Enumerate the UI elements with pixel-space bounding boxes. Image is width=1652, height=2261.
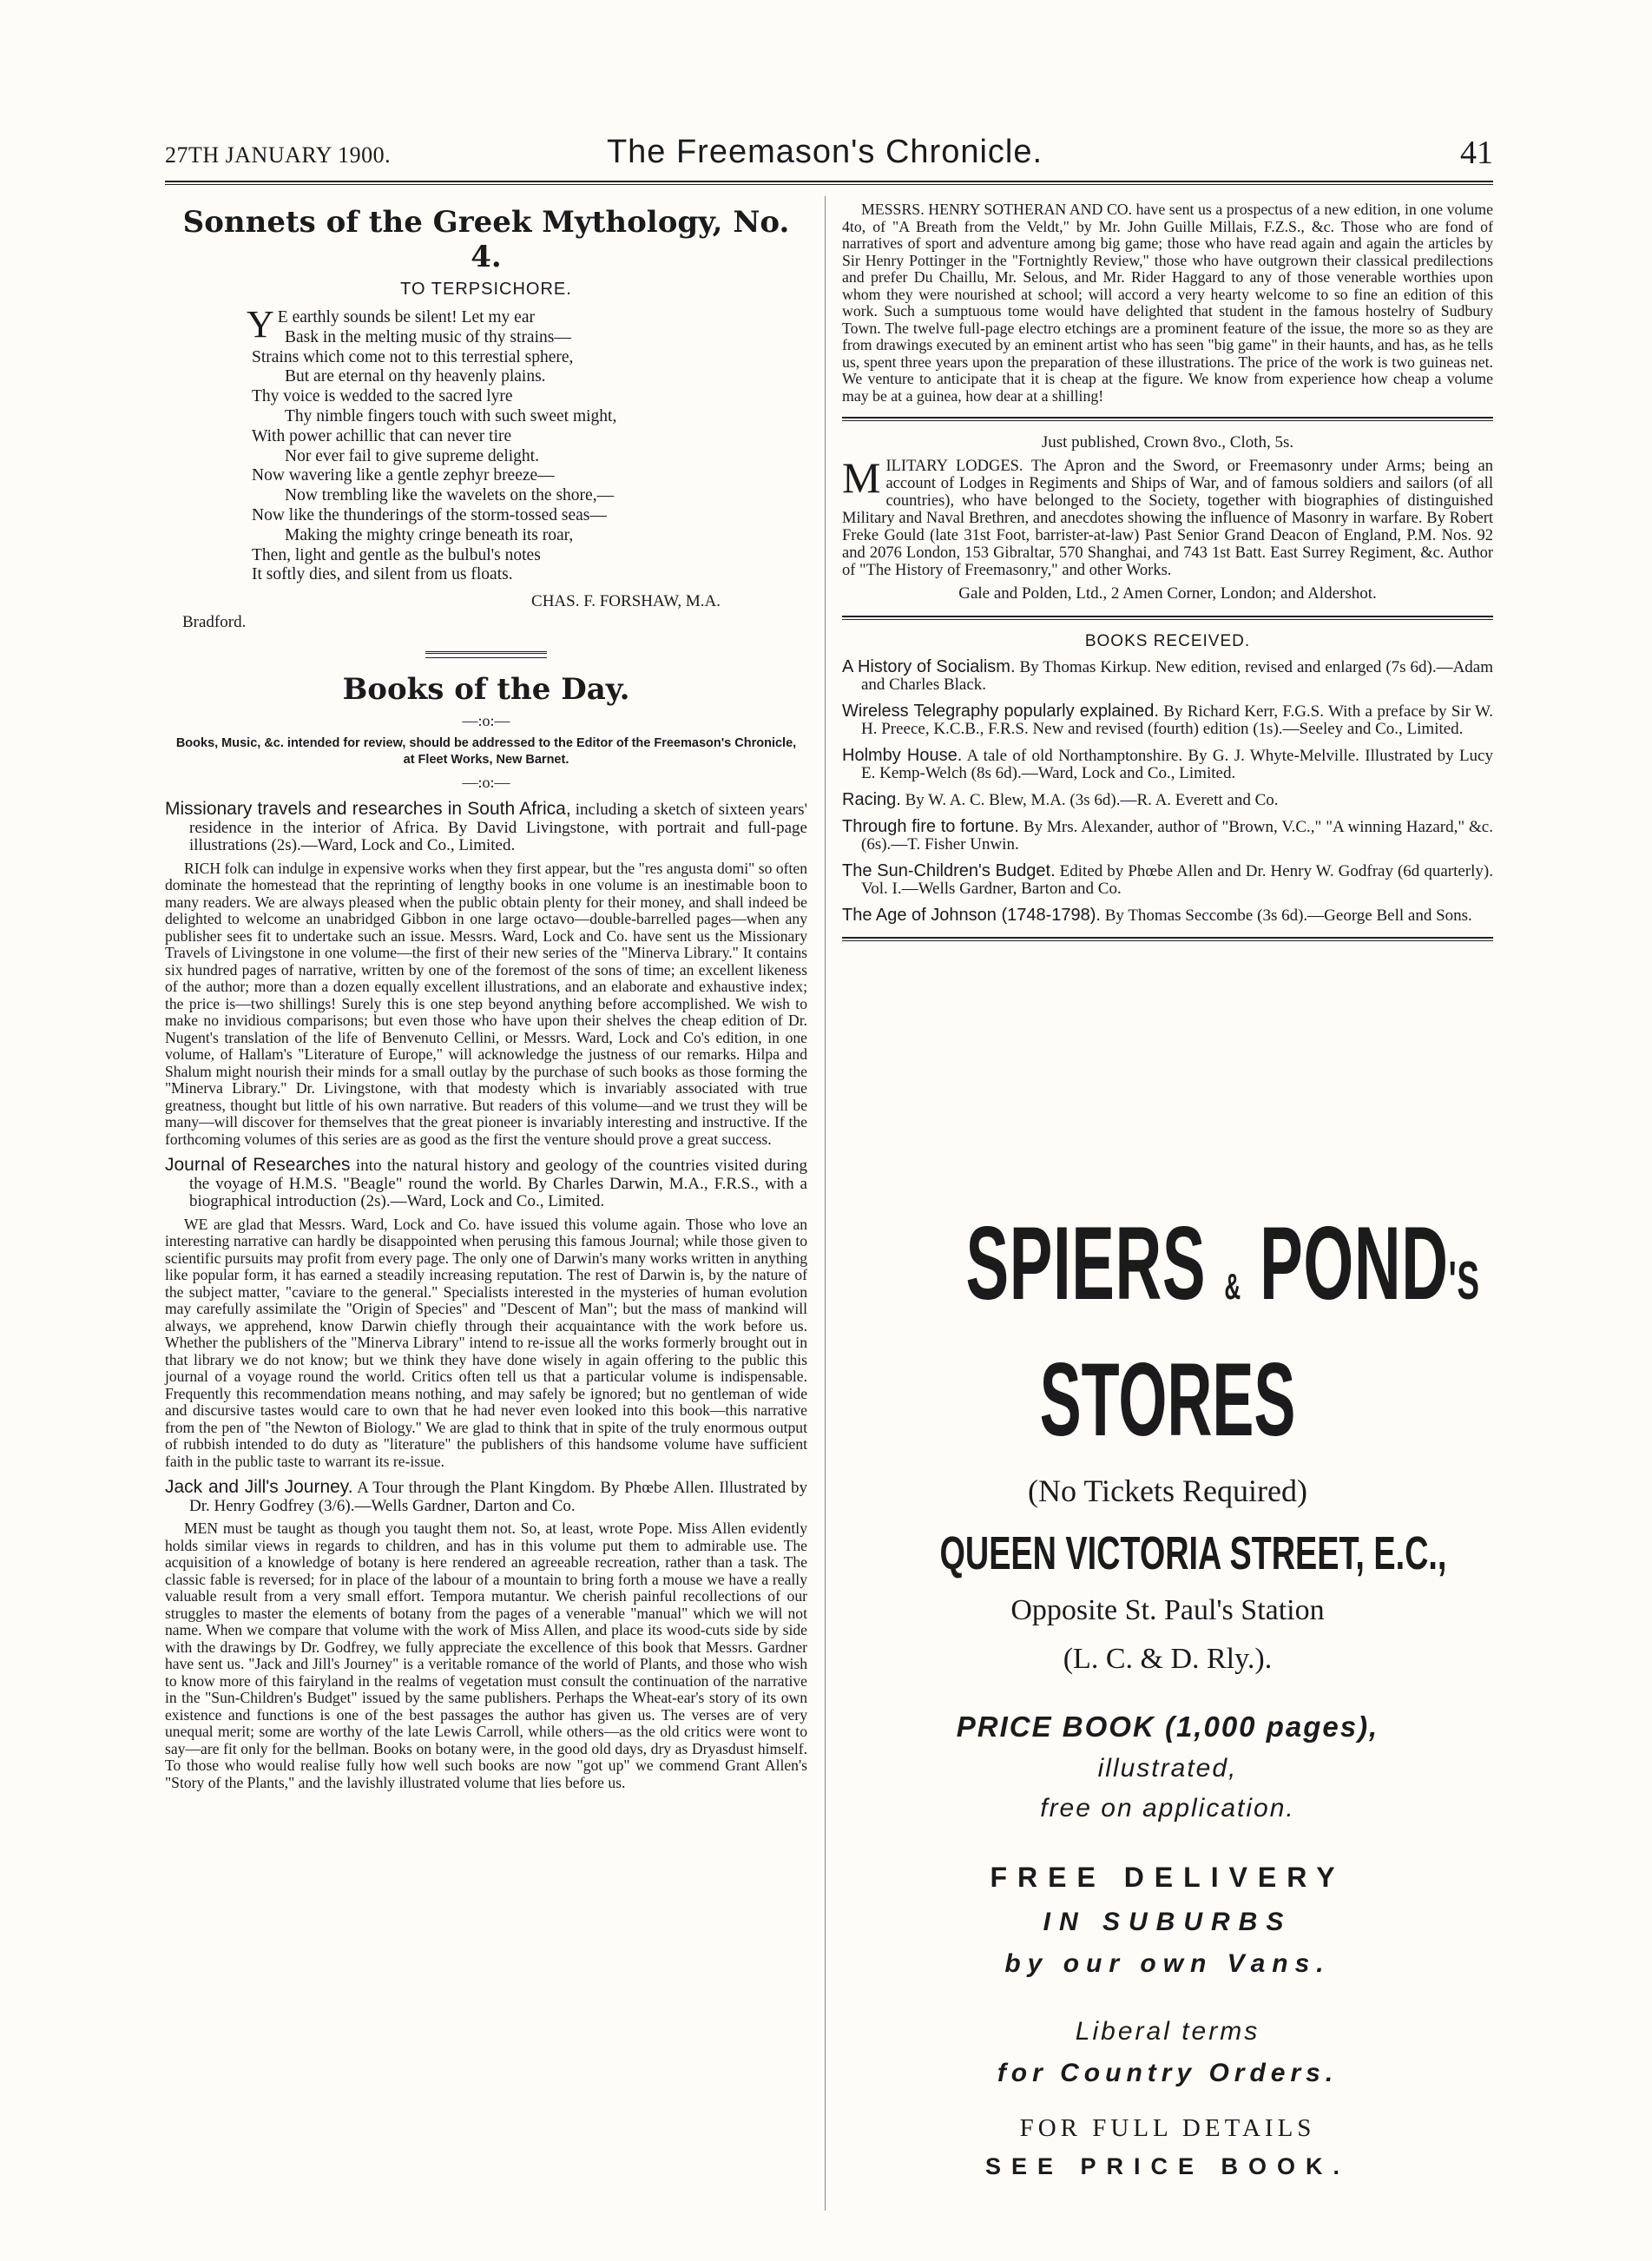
section-rule [842,937,1493,941]
ad-railway: (L. C. & D. Rly.). [1063,1643,1273,1675]
ad-street: QUEEN VICTORIA STREET, E.C., [939,1527,1447,1579]
poem-line: E earthly sounds be silent! Let my ear [277,308,535,326]
section-rule [842,417,1493,421]
ad-country-orders: for Country Orders. [997,2059,1339,2087]
books-received-item [842,862,1493,898]
military-publisher: Gale and Polden, Ltd., 2 Amen Corner, London; and Aldershot. [958,584,1377,603]
review-entry-jack-jill [165,1479,807,1515]
column-divider [825,196,826,2211]
section-rule [842,616,1493,620]
book-title: Racing. [842,790,901,809]
ad-brand [965,1205,1480,1339]
review-entry-details: including a sketch of sixteen years' residence in the interior of Africa. By David Livingstone, with portrait and full-page illustrations (2s).—Ward, Lock and Co., Limited. [189,801,807,855]
book-title: Wireless Telegraphy popularly explained. [842,702,1159,721]
poem-line: With power achillic that can never tire [252,426,512,445]
review-entry-details: A Tour through the Plant Kingdom. By Phœbe Allen. Illustrated by Dr. Henry Godfrey (3/6).—Wells Gardner, Darton and Co. [189,1479,807,1515]
books-received-list [842,658,1493,925]
books-received-item [842,702,1493,738]
sonnet-poem [247,303,807,585]
header-rule [165,181,1493,185]
books-received-item [842,906,1493,925]
ad-see-price-book: SEE PRICE BOOK. [984,2153,1351,2179]
poem-line: Now trembling like the wavelets on the shore,— [285,486,615,505]
page-header [165,132,1493,184]
book-title: The Sun-Children's Budget. [842,861,1056,880]
review-paragraph: WE are glad that Messrs. Ward, Lock and Co. have issued this volume again. Those who love an interesting narrative can hardly be disappointed when perusing this famous Journal; while those given to scientific pursuits may profit from every page. The only one of Darwin's many works written in anything like popular form, it has earned a steadily increasing reputation. The rest of Darwin is, by the nature of the subject matter, "caviare to the general." Specialists interested in the mysteries of human evolution may carefully assimilate the "Origin of Species" and "Descent of Man"; but the mass of mankind will always, we apprehend, know Darwin chiefly through their acquaintance with the work before us. Whether the publishers of the "Minerva Library" intend to re-issue all the works formerly brought out in that library we do not know; but we think they have done wisely in again offering to the public this journal of a voyage round the world. Critics often tell us that a particular volume is indispensable. Frequently this recommendation means nothing, and may safely be ignored; but no gentleman of wide and discursive tastes would care to own that he had never even looked into this book—this narrative from the pen of "the Newton of Biology." We are glad to think that in spite of the truly enormous output of rubbish intended to do duty as "literature" the publishers of this handsome volume have sufficient faith in the public taste to warrant its re-issue. [165,1215,807,1470]
books-received-title: BOOKS RECEIVED. [1084,632,1251,650]
poem-line: Making the mighty cringe beneath its roar, [285,525,574,544]
sonnet-dropcap: Y [247,303,274,346]
review-entry-livingstone [165,801,807,855]
book-details: A tale of old Northamptonshire. By G. J. Whyte-Melville. Illustrated by Lucy E. Kemp-Welch (8s 6d).—Ward, Lock and Co., Limited. [861,747,1493,782]
military-dropcap: M [842,453,881,502]
spiers-pond-advertisement [842,1205,1493,2180]
issue-date: 27TH JANUARY 1900. [165,142,392,168]
separator: —:o:— [462,712,510,730]
poem-line: Thy nimble fingers touch with such sweet might, [285,406,617,425]
ad-brand-possessive: 'S [1448,1251,1480,1311]
poem-line: Now like the thunderings of the storm-tossed seas— [252,505,607,524]
book-title: The Age of Johnson (1748-1798). [842,906,1101,925]
separator: —:o:— [462,774,510,792]
poem-line: But are eternal on thy heavenly plains. [285,367,546,386]
military-published: Just published, Crown 8vo., Cloth, 5s. [1041,433,1294,452]
book-details: By Thomas Kirkup. New edition, revised and enlarged (7s 6d).—Adam and Charles Black. [861,658,1493,694]
ad-price-book: PRICE BOOK (1,000 pages), [956,1711,1379,1743]
poem-line: Strains which come not to this terrestial sphere, [252,347,574,366]
books-received-item [842,747,1493,782]
book-details: By Richard Kerr, F.G.S. With a preface by Sir W. H. Preece, K.C.B., F.R.S. New and revised (fourth) edition (1s).—Seeley and Co., Limited. [861,702,1493,738]
books-received-item [842,658,1493,694]
ad-vans: by our own Vans. [1004,1949,1331,1978]
ad-illustrated: illustrated, [1097,1754,1238,1783]
review-entry-title: Journal of Researches [165,1155,351,1176]
review-entry-darwin [165,1157,807,1211]
books-received-item [842,791,1493,809]
poem-line: Bask in the melting music of thy strains— [285,327,571,346]
books-received-item [842,818,1493,854]
poem-line: Now wavering like a gentle zephyr breeze— [252,466,555,485]
ad-opposite: Opposite St. Paul's Station [1010,1594,1325,1626]
ad-free-delivery: FREE DELIVERY [990,1862,1346,1893]
review-entry-details: into the natural history and geology of the countries visited during the voyage of H.M.S. "Beagle" round the world. By Charles Darwin, M.A., F.R.S., with a biographical introduction (2s).—Ward, Lock and Co., Limited. [189,1157,807,1211]
book-details: Edited by Phœbe Allen and Dr. Henry W. Godfray (6d quarterly). Vol. I.—Wells Gardner, Barton and Co. [861,862,1493,898]
book-title: Holmby House. [842,746,963,765]
ad-liberal-terms: Liberal terms [1075,2017,1260,2046]
book-details: By Thomas Seccombe (3s 6d).—George Bell and Sons. [1101,906,1472,925]
military-lodges-notice [842,453,1493,579]
books-of-day-title: Books of the Day. [342,672,630,708]
ad-brand-amp: & [1224,1266,1241,1307]
left-column [165,196,807,1798]
sonnet-author: CHAS. F. FORSHAW, M.A. [531,592,721,611]
review-paragraph: RICH folk can indulge in expensive works when they first appear, but the "res angusta domi" so often dominate the homestead that the reprinting of lengthy books in one volume is an inestimable boon to many readers. We are always pleased when the public obtain plenty for their money, and shall indeed be delighted to welcome an unabridged Gibbon in one large octavo—double-barrelled pages—when any publisher sees fit to undertake such an issue. Messrs. Ward, Lock and Co. have sent us the Missionary Travels of Livingstone in one volume—the first of their new series of the "Minerva Library." It contains six hundred pages of narrative, written by one of the foremost of the sons of time; an excellent likeness of the author; more than a dozen equally excellent illustrations, and an elaborate and exhaustive index; the price is—two shillings! Surely this is one step beyond anything before accomplished. We wish to make no invidious comparisons; but even those who have upon their shelves the cheap edition of Dr. Nugent's translation of the life of Benvenuto Cellini, or Messrs. Ward, Lock and Co's edition, in one volume, of Hallam's "Literature of Europe," will acknowledge the justness of our remarks. Hilpa and Shalum might nourish their minds for a small outlay by the purchase of such books as those forming the "Minerva Library." Dr. Livingstone, with that modesty which is invariably associated with true greatness, thought but little of his own narrative. But readers of this volume—and we trust they will be many—will discover for themselves that the great pioneer is invariably interesting and instructive. If the forthcoming volumes of this series are as good as the first the venture should prove a great success. [165,859,807,1148]
section-rule [425,651,547,658]
ad-suburbs: IN SUBURBS [1043,1908,1293,1936]
book-title: A History of Socialism. [842,657,1016,676]
review-entry-title: Missionary travels and researches in South Africa, [165,799,571,820]
sonnet-title: Sonnets of the Greek Mythology, No. 4. [182,205,790,274]
review-paragraph: MEN must be taught as though you taught them not. So, at least, wrote Pope. Miss Allen evidently holds similar views in regards to children, and has in this volume put them to admirable use. The acquisition of a knowledge of botany is here rendered an agreeable recreation, rather than a task. The classic fable is reversed; for in place of the labour of a mountain to bring forth a mouse we have a really valuable result from a very small effort. Tempora mutantur. We cherish painful recollections of our struggles to master the elements of botany from the pages of a venerable "manual" which we will not name. When we compare that volume with the work of Miss Allen, and place its wood-cuts side by side with the drawings by Dr. Godfrey, we fully appreciate the excellence of this book that Messrs. Gardner have sent us. "Jack and Jill's Journey" is a veritable romance of the world of Plants, and those who wish to know more of this fairyland in the realms of vegetation must consult the continuation of the narrative in the "Sun-Children's Budget" issued by the same publishers. Perhaps the Wheat-ear's story of its own existence and functions is one of the best passages the author has given us. The verses are of very unequal merit; some are worthy of the late Lewis Carroll, while others—as the old critics were wont to say—are fit only for the bellman. Books on botany were, in the good old days, dry as Dryasdust himself. To those who would realise fully how well such books are now "got up" we commend Grant Allen's "Story of the Plants," and the lavishly illustrated volume that lies before us. [165,1519,807,1791]
ad-brand-pond: POND [1260,1205,1449,1322]
sonnet-subtitle: TO TERPSICHORE. [400,280,572,299]
sotheran-paragraph: MESSRS. HENRY SOTHERAN AND CO. have sent us a prospectus of a new edition, in one volume 4to, of "A Breath from the Veldt," by Mr. John Guille Millais, F.Z.S., &c. Those who are fond of narratives of sport and adventure among big game; those who have read again and again the articles by Sir Henry Pottinger in the "Fortnightly Review," those who have outgrown their classical predilections and prefer Du Chaillu, Mr. Selous, and Mr. Rider Haggard to any of those venerable worthies upon whom they were nourished at school; will accord a very hearty welcome to so fine an edition of this work. Such a sumptuous tome would have delighted that student in the famous hostelry of Sudbury Town. The twelve full-page electro etchings are a prominent feature of the issue, the more so as they are from drawings executed by an eminent artist who has seen "big game" in their haunts, and has, as he tells us, spent three years upon the preparation of these illustrations. The price of the work is two guineas net. We venture to anticipate that it is cheap at the figure. We know from experience how cheap a volume may be at a guinea, how dear at a shilling! [842,201,1493,405]
poem-line: It softly dies, and silent from us floats. [252,565,513,584]
military-text: ILITARY LODGES. The Apron and the Sword, or Freemasonry under Arms; being an account of Lodges in Regiments and Ships of War, and of famous soldiers and sailors (of all countries), who have belonged to the Society, together with biographies of distinguished Military and Naval Brethren, and anecdotes showing the influence of Masonry in warfare. By Robert Freke Gould (late 31st Foot, barrister-at-law) Past Senior Grand Deacon of England, P.M. Nos. 92 and 2076 London, 153 Gibraltar, 570 Shanghai, and 743 1st Batt. East Surrey Regiment, &c. Author of "The History of Freemasonry," and other Works. [842,458,1493,579]
ad-full-details: FOR FULL DETAILS [1019,2114,1316,2142]
book-details: By W. A. C. Blew, M.A. (3s 6d).—R. A. Everett and Co. [900,791,1279,809]
ad-tickets: (No Tickets Required) [1028,1473,1307,1508]
right-column [842,196,1493,953]
book-title: Through fire to fortune. [842,817,1019,836]
poem-line: Thy voice is wedded to the sacred lyre [252,387,513,406]
sonnet-place: Bradford. [182,613,247,632]
review-notice: Books, Music, &c. intended for review, should be addressed to the Editor of the Freemason's Chronicle, at Fleet Works, New Barnet. [175,736,797,768]
poem-line: Then, light and gentle as the bulbul's notes [252,545,541,564]
book-details: By Mrs. Alexander, author of "Brown, V.C.," "A winning Hazard," &c. (6s).—T. Fisher Unwin. [861,818,1493,854]
poem-line: Nor ever fail to give supreme delight. [285,446,539,465]
ad-free-application: free on application. [1040,1794,1295,1823]
masthead-title: The Freemason's Chronicle. [606,134,1043,170]
ad-stores: STORES [1039,1341,1296,1458]
review-entry-title: Jack and Jill's Journey. [165,1477,353,1498]
ad-brand-spiers: SPIERS [965,1205,1207,1322]
page-number: 41 [1460,135,1493,171]
